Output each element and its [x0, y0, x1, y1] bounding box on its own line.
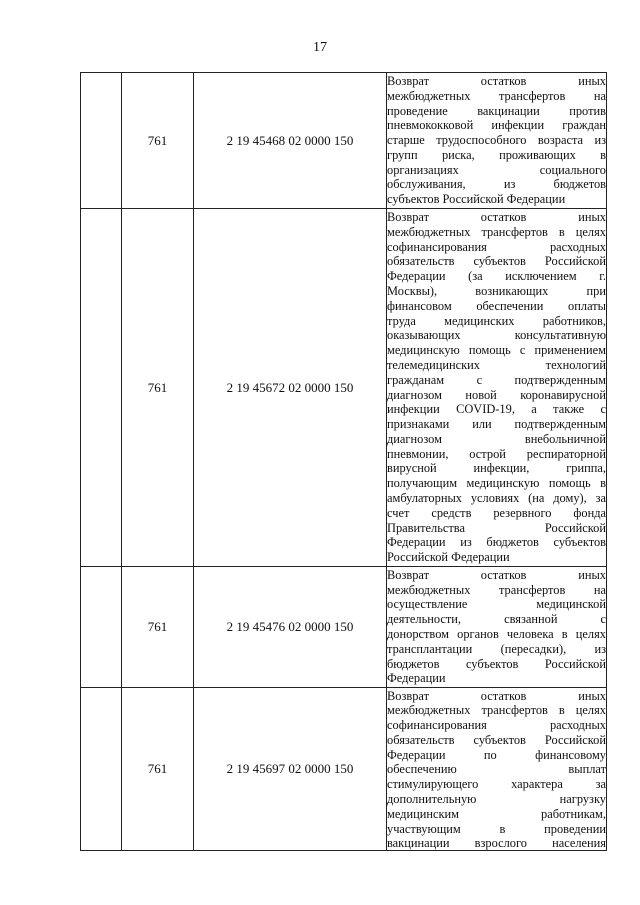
- table-row: [81, 209, 607, 567]
- description-line: диагнозом новой коронавирусной: [387, 387, 606, 402]
- description-line: Москвы), возникающих при: [387, 283, 606, 298]
- description-line: финансовом обеспечении оплаты: [387, 298, 606, 313]
- description-cell: [387, 688, 607, 851]
- description-line: признаками или подтвержденным: [387, 417, 606, 432]
- description-line: инфекции COVID-19, а также с: [387, 402, 606, 417]
- table-row: [81, 688, 607, 851]
- empty-cell: [81, 688, 122, 851]
- description-line: амбулаторных условиях (на дому), за: [387, 491, 606, 506]
- description-line: Возврат остатков иных: [387, 73, 606, 88]
- description-line: труда медицинских работников,: [387, 313, 606, 328]
- budget-classification-table: [80, 72, 607, 851]
- kbk-code-cell: 2 19 45672 02 0000 150: [194, 209, 387, 567]
- empty-cell: [81, 73, 122, 209]
- description-line: групп риска, проживающих в: [387, 147, 606, 162]
- description-line: софинансирования расходных: [387, 718, 606, 733]
- description-line: Возврат остатков иных: [387, 567, 606, 582]
- description-line: софинансирования расходных: [387, 239, 606, 254]
- description-line: Возврат остатков иных: [387, 209, 606, 224]
- description-line: стимулирующего характера за: [387, 777, 606, 792]
- kbk-code-cell: 2 19 45468 02 0000 150: [194, 73, 387, 209]
- description-line: субъектов Российской Федерации: [387, 192, 566, 207]
- description-line: проведение вакцинации против: [387, 103, 606, 118]
- description-line: трансплантации (пересадки), из: [387, 641, 606, 656]
- description-cell: [387, 209, 607, 567]
- admin-code-cell: 761: [122, 688, 194, 851]
- description-line: деятельности, связанной с: [387, 612, 606, 627]
- description-line: межбюджетных трансфертов на: [387, 88, 606, 103]
- admin-code-cell: 761: [122, 73, 194, 209]
- kbk-code-cell: 2 19 45697 02 0000 150: [194, 688, 387, 851]
- kbk-code-cell: 2 19 45476 02 0000 150: [194, 567, 387, 688]
- admin-code-cell: 761: [122, 567, 194, 688]
- description-cell: [387, 567, 607, 688]
- description-line: вирусной инфекции, гриппа,: [387, 461, 606, 476]
- page-number: 17: [313, 40, 327, 55]
- description-line: Федерации из бюджетов субъектов: [387, 535, 606, 550]
- description-line: медицинским работникам,: [387, 806, 606, 821]
- table-row: [81, 567, 607, 688]
- description-line: организациях социального: [387, 162, 606, 177]
- empty-cell: [81, 209, 122, 567]
- description-line: участвующим в проведении: [387, 821, 606, 836]
- description-line: обслуживания, из бюджетов: [387, 177, 606, 192]
- description-line: Федерации: [387, 671, 446, 686]
- description-line: медицинскую помощь с применением: [387, 343, 606, 358]
- description-cell: [387, 73, 607, 209]
- description-line: вакцинации взрослого населения: [387, 836, 606, 850]
- description-line: диагнозом внебольничной: [387, 431, 606, 446]
- description-line: дополнительную нагрузку: [387, 792, 606, 807]
- empty-cell: [81, 567, 122, 688]
- table-body: [81, 73, 607, 851]
- description-line: получающим медицинскую помощь в: [387, 476, 606, 491]
- description-line: Федерации (за исключением г.: [387, 269, 606, 284]
- description-line: обязательств субъектов Российской: [387, 732, 606, 747]
- admin-code-cell: 761: [122, 209, 194, 567]
- description-line: межбюджетных трансфертов в целях: [387, 224, 606, 239]
- description-line: межбюджетных трансфертов в целях: [387, 703, 606, 718]
- description-line: Возврат остатков иных: [387, 688, 606, 703]
- description-line: Российской Федерации: [387, 550, 510, 565]
- description-line: пневмонии, острой респираторной: [387, 446, 606, 461]
- description-line: пневмококковой инфекции граждан: [387, 118, 606, 133]
- description-line: Правительства Российской: [387, 520, 606, 535]
- description-line: донорством органов человека в целях: [387, 627, 606, 641]
- description-line: телемедицинских технологий: [387, 357, 606, 372]
- description-line: Федерации по финансовому: [387, 747, 606, 762]
- description-line: гражданам с подтвержденным: [387, 372, 606, 387]
- description-line: межбюджетных трансфертов на: [387, 582, 606, 597]
- description-line: счет средств резервного фонда: [387, 505, 606, 520]
- description-line: бюджетов субъектов Российской: [387, 656, 606, 671]
- description-line: осуществление медицинской: [387, 597, 606, 612]
- description-line: обеспечению выплат: [387, 762, 606, 777]
- table-row: [81, 73, 607, 209]
- description-line: старше трудоспособного возраста из: [387, 133, 606, 148]
- description-line: обязательств субъектов Российской: [387, 254, 606, 269]
- description-line: оказывающих консультативную: [387, 328, 606, 343]
